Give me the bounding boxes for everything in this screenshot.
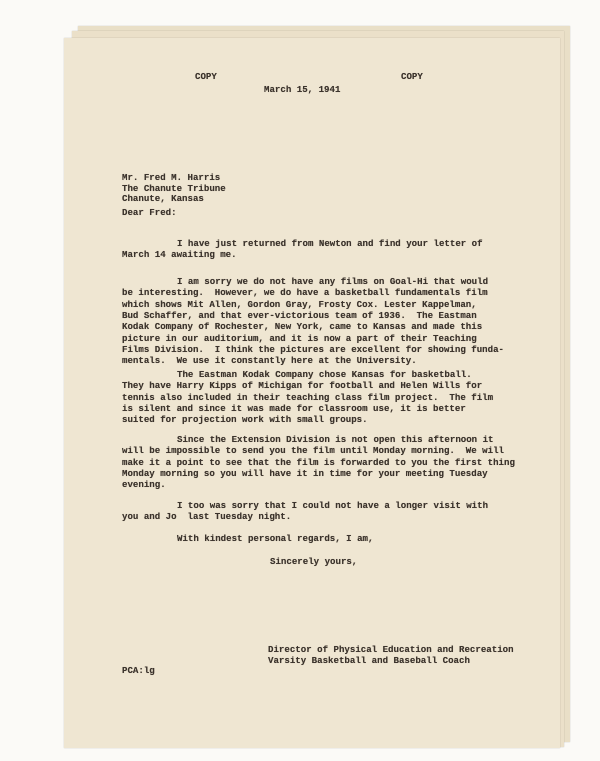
paragraph-line: Monday morning so you will have it in time for your meeting Tuesday <box>122 467 488 479</box>
paragraph-line: evening. <box>122 479 166 491</box>
paragraph-line: Since the Extension Division is not open this afternoon it <box>177 434 494 445</box>
paragraph-line: I have just returned from Newton and find your letter of <box>177 238 483 249</box>
signature-title: Director of Physical Education and Recreation <box>268 644 514 655</box>
paragraph-line: make it a point to see that the film is forwarded to you the first thing <box>122 456 515 468</box>
reference-initials: PCA:lg <box>122 665 155 676</box>
paragraph-line: suited for projection work with small groups. <box>122 414 368 426</box>
paragraph-line: Bud Schaffer, and that ever-victorious team of 1936. The Eastman <box>122 309 477 321</box>
recipient-address-line: Chanute, Kansas <box>122 193 204 204</box>
paragraph-line: They have Harry Kipps of Michigan for football and Helen Wills for <box>122 380 483 392</box>
closing-regards: With kindest personal regards, I am, <box>177 533 374 544</box>
signature-title: Varsity Basketball and Baseball Coach <box>268 655 470 666</box>
complimentary-close: Sincerely yours, <box>270 556 358 567</box>
letter-date: March 15, 1941 <box>264 84 341 95</box>
paragraph-line: tennis also included in their teaching class film project. The film <box>122 391 494 403</box>
paragraph-line: Kodak Company of Rochester, New York, came to Kansas and made this <box>122 321 483 333</box>
paragraph-line: you and Jo last Tuesday night. <box>122 511 292 523</box>
recipient-address-line: The Chanute Tribune <box>122 182 226 194</box>
copy-label-right: COPY <box>401 71 423 82</box>
paragraph-line: is silent and since it was made for classroom use, it is better <box>122 402 466 414</box>
paragraph-line: I too was sorry that I could not have a longer visit with <box>177 500 489 511</box>
paragraph-line: March 14 awaiting me. <box>122 249 237 261</box>
paragraph-line: which shows Mit Allen, Gordon Gray, Frosty Cox. Lester Kappelman, <box>122 298 477 310</box>
recipient-address-line: Mr. Fred M. Harris <box>122 172 221 183</box>
paragraph-line: mentals. We use it constantly here at the University. <box>122 355 417 367</box>
paragraph-line: I am sorry we do not have any films on Goal-Hi that would <box>177 276 489 287</box>
paragraph-line: will be impossible to send you the film until Monday morning. We will <box>122 445 504 457</box>
paragraph-line: picture in our auditorium, and it is now a part of their Teaching <box>122 332 477 344</box>
paragraph-line: The Eastman Kodak Company chose Kansas for basketball. <box>177 369 472 380</box>
copy-label-left: COPY <box>195 71 217 82</box>
salutation: Dear Fred: <box>122 207 177 218</box>
paragraph-line: Films Division. I think the pictures are excellent for showing funda- <box>122 343 504 355</box>
paragraph-line: be interesting. However, we do have a basketball fundamentals film <box>122 287 488 299</box>
